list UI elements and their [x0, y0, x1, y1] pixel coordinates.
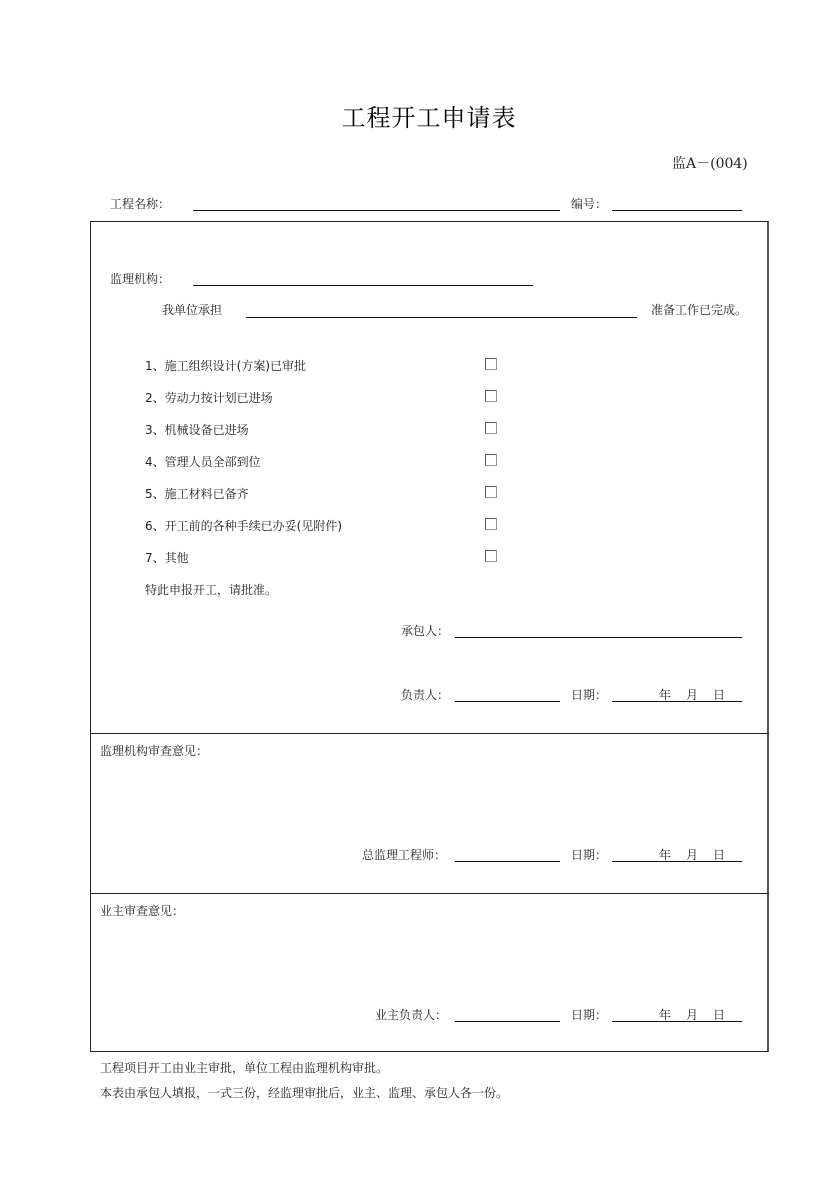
contractor-field[interactable] [455, 637, 742, 638]
serial-no-field[interactable] [612, 210, 742, 211]
date-month: 月 [686, 1008, 699, 1022]
section-divider [90, 733, 769, 734]
undertake-field[interactable] [246, 317, 637, 318]
note-line: 本表由承包人填报，一式三份，经监理审批后，业主、监理、承包人各一份。 [100, 1086, 509, 1100]
checklist-checkbox[interactable] [485, 422, 497, 434]
undertake-suffix: 准备工作已完成。 [651, 303, 748, 317]
checklist-item-label: 5、施工材料已备齐 [145, 487, 249, 501]
date-label: 日期： [571, 1008, 608, 1022]
form-code: 监A－(004) [672, 156, 748, 172]
supervisor-review-heading: 监理机构审查意见： [100, 744, 209, 758]
project-name-label: 工程名称： [110, 197, 171, 211]
chief-engineer-label: 总监理工程师： [362, 848, 447, 862]
checklist-checkbox[interactable] [485, 390, 497, 402]
contractor-label: 承包人： [401, 624, 450, 638]
date-day: 日 [713, 688, 726, 702]
date-year: 年 [659, 688, 672, 702]
date-month: 月 [686, 688, 699, 702]
checklist-item-label: 3、机械设备已进场 [145, 423, 249, 437]
owner-responsible-label: 业主负责人： [375, 1008, 448, 1022]
supervisor-org-label: 监理机构： [110, 272, 171, 286]
page-title: 工程开工申请表 [341, 104, 517, 132]
checklist-checkbox[interactable] [485, 486, 497, 498]
owner-responsible-field[interactable] [455, 1021, 560, 1022]
checklist-item-label: 4、管理人员全部到位 [145, 455, 261, 469]
owner-review-heading: 业主审查意见： [100, 904, 185, 918]
checklist-item-label: 7、其他 [145, 551, 189, 565]
date-day: 日 [713, 848, 726, 862]
date-year: 年 [659, 1008, 672, 1022]
date-day: 日 [713, 1008, 726, 1022]
section-divider [90, 893, 769, 894]
checklist-checkbox[interactable] [485, 550, 497, 562]
checklist-checkbox[interactable] [485, 518, 497, 530]
checklist-item-label: 1、施工组织设计(方案)已审批 [145, 359, 306, 373]
serial-no-label: 编号： [571, 197, 608, 211]
supervisor-org-field[interactable] [193, 285, 533, 286]
request-text: 特此申报开工，请批准。 [145, 583, 278, 597]
note-line: 工程项目开工由业主审批，单位工程由监理机构审批。 [100, 1061, 389, 1075]
project-name-field[interactable] [193, 210, 560, 211]
checklist-item-label: 2、劳动力按计划已进场 [145, 391, 273, 405]
responsible-field[interactable] [455, 701, 560, 702]
responsible-label: 负责人： [401, 688, 450, 702]
date-label: 日期： [571, 848, 608, 862]
checklist-checkbox[interactable] [485, 454, 497, 466]
chief-engineer-field[interactable] [455, 861, 560, 862]
checklist-item-label: 6、开工前的各种手续已办妥(见附件) [145, 519, 342, 533]
date-year: 年 [659, 848, 672, 862]
date-label: 日期： [571, 688, 608, 702]
checklist-checkbox[interactable] [485, 358, 497, 370]
date-month: 月 [686, 848, 699, 862]
undertake-prefix: 我单位承担 [162, 303, 223, 317]
